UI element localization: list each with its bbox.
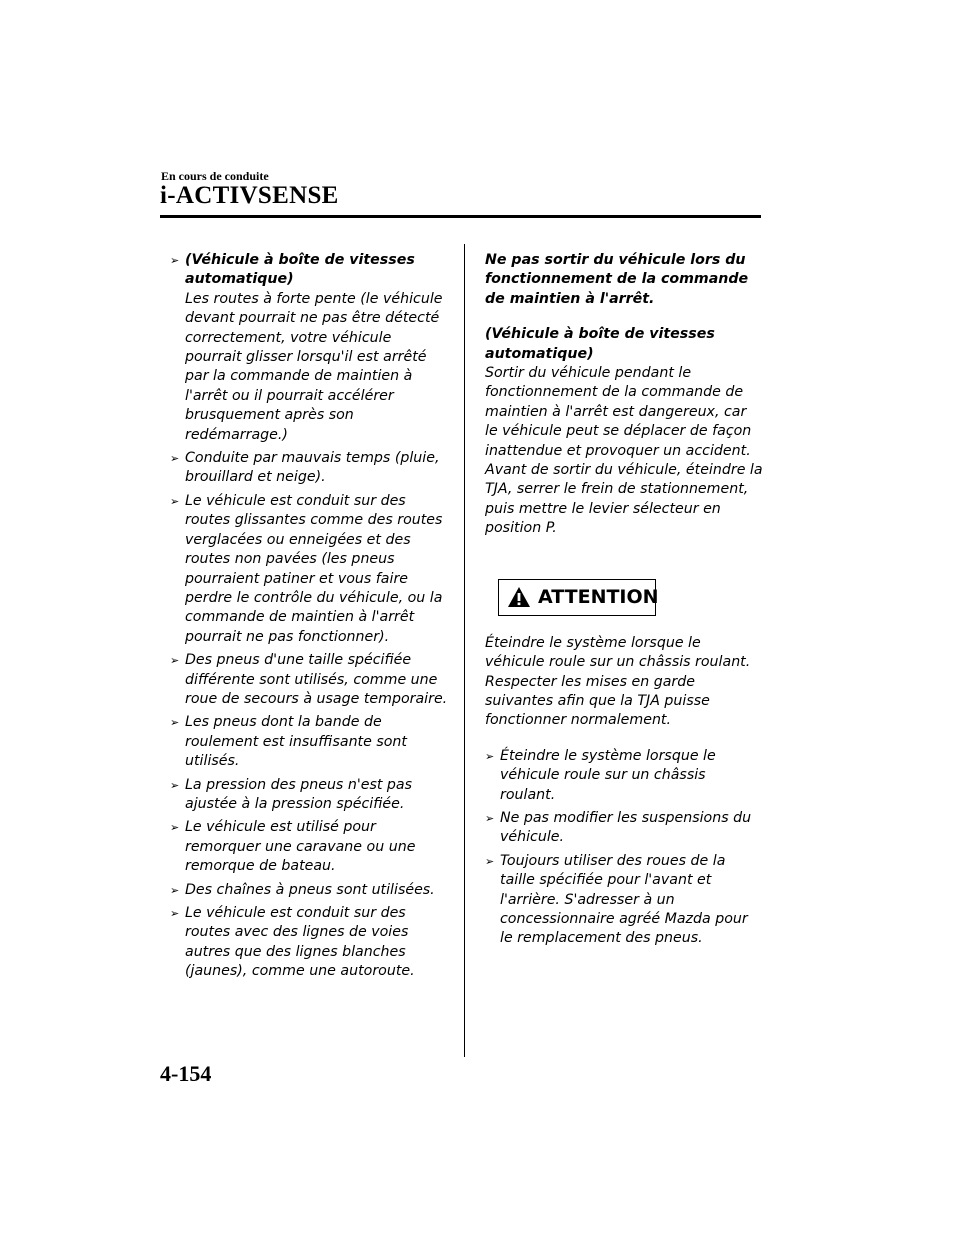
arrow-bullet-icon: ➢ [485,749,495,763]
arrow-bullet-icon: ➢ [170,716,180,730]
attention-label: ATTENTION [538,585,659,608]
attention-intro: Respecter les mises en garde suivantes afin que la TJA puisse fonctionner normalement. [485,673,710,729]
list-item [170,651,450,709]
arrow-bullet-icon: ➢ [485,811,495,825]
list-item [485,747,763,805]
list-item-text: Des chaînes à pneus sont utilisées. [185,881,435,898]
list-item-text: Des pneus d'une taille spécifiée différente sont utilisés, comme une roue de secours à usage temporaire. [185,652,448,707]
arrow-bullet-icon: ➢ [170,254,180,267]
list-item-text: Les routes à forte pente (le véhicule devant pourrait ne pas être détecté correctement, votre véhicule pourrait glisser lorsqu'il est arrêté par la commande de maintien à l'arrêt ou il pourrait accélérer brusquement après son redémarrage.) [185,290,443,443]
list-item [170,713,450,771]
list-item [170,881,450,900]
arrow-bullet-icon: ➢ [170,907,180,920]
list-item-text: Le véhicule est conduit sur des routes avec des lignes de voies autres que des lignes blanches (jaunes), comme une autoroute. [185,905,415,980]
list-item [170,776,450,815]
list-item-heading: (Véhicule à boîte de vitesses automatique) [185,252,415,288]
list-item-text: Les pneus dont la bande de roulement est insuffisante sont utilisés. [185,714,407,770]
left-column [170,251,450,986]
warning-triangle-icon [507,586,531,608]
page-title: i-ACTIVSENSE [160,182,339,209]
arrow-bullet-icon: ➢ [485,854,495,868]
arrow-bullet-icon: ➢ [170,778,180,792]
warning-paragraph: Sortir du véhicule pendant le fonctionnement de la commande de maintien à l'arrêt est dangereux, car le véhicule peut se déplacer de façon inattendue et provoquer un accident. Avant de sortir du véhicule, éteindre la TJA, serrer le frein de stationnement, puis mettre le levier sélecteur en position P. [485,365,763,537]
list-item [170,818,450,876]
list-item [170,251,450,445]
list-item [170,904,450,982]
right-column [485,251,763,953]
header-rule [160,215,761,218]
arrow-bullet-icon: ➢ [170,494,180,508]
list-item [485,809,763,848]
arrow-bullet-icon: ➢ [170,654,180,668]
list-item-text: Conduite par mauvais temps (pluie, brouillard et neige). [185,450,440,486]
warning-subheading: (Véhicule à boîte de vitesses automatique) [485,326,715,362]
list-item-text: La pression des pneus n'est pas ajustée à la pression spécifiée. [185,776,413,812]
list-item-text: Le véhicule est utilisé pour remorquer une caravane ou une remorque de bateau. [185,819,416,875]
list-item [170,449,450,488]
arrow-bullet-icon: ➢ [170,821,180,835]
column-divider [464,244,465,1057]
section-label: En cours de conduite [161,169,269,183]
list-item-text: Ne pas modifier les suspensions du véhicule. [500,809,752,846]
page-number: 4-154 [160,1061,212,1086]
list-item [485,852,763,949]
attention-banner [498,579,659,616]
list-item-text: Éteindre le système lorsque le véhicule roule sur un châssis roulant. [500,747,716,803]
list-item-text: Toujours utiliser des roues de la taille spécifiée pour l'avant et l'arrière. S'adresser à un concessionnaire agréé Mazda pour le remplacement des pneus. [500,852,748,947]
warning-heading: Ne pas sortir du véhicule lors du fonctionnement de la commande de maintien à l'arrêt. [485,252,749,307]
arrow-bullet-icon: ➢ [170,883,180,897]
attention-intro: Éteindre le système lorsque le véhicule roule sur un châssis roulant. [485,634,751,671]
list-item [170,492,450,647]
arrow-bullet-icon: ➢ [170,452,180,466]
list-item-text: Le véhicule est conduit sur des routes glissantes comme des routes verglacées ou enneigées et des routes non pavées (les pneus pourraient patiner et vous faire perdre le contrôle du véhicule, ou la commande de maintien à l'arrêt pourrait ne pas fonctionner). [185,492,443,645]
